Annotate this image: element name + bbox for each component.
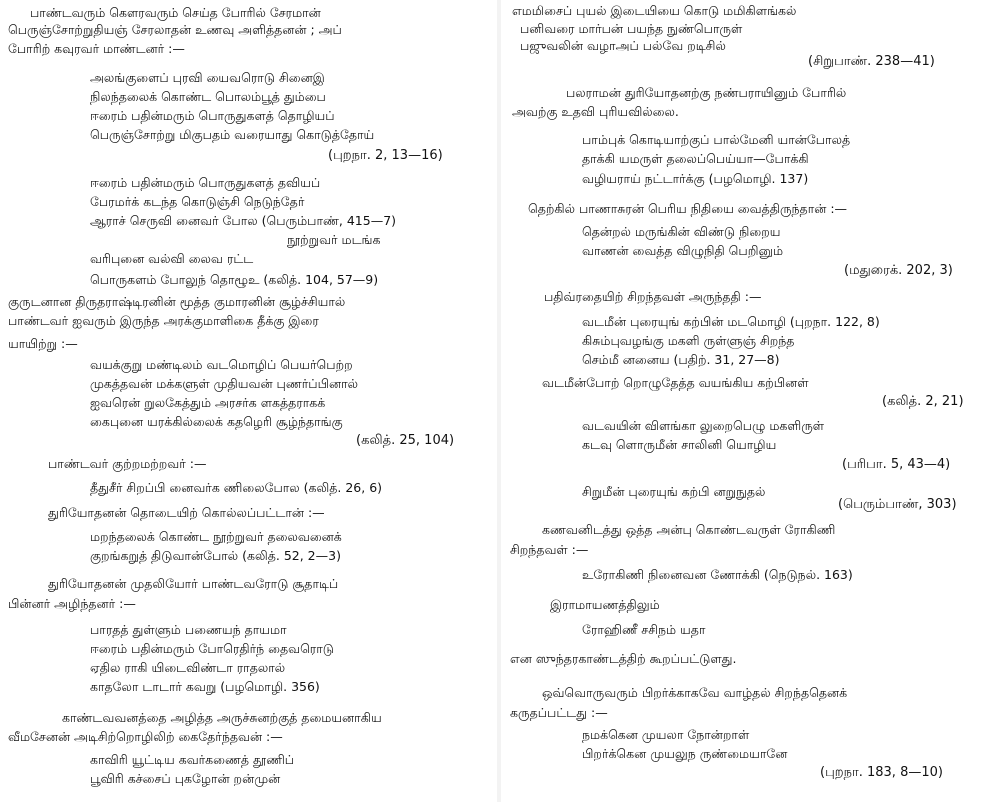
left-column <box>0 0 496 802</box>
text-line: பாரதத் துள்ளும் பணையந் தாயமா <box>90 622 287 637</box>
text-line: தாக்கி யமருள் தலைப்பெய்யா—போக்கி <box>582 151 809 166</box>
citation-line: (பரிபா. 5, 43—4) <box>842 457 951 472</box>
text-line: நூற்றுவர் மடங்க <box>287 232 381 247</box>
text-line: சிறுமீன் புரையுங் கற்பி னறுநுதல் <box>582 484 766 499</box>
text-line: முகத்தவன் மக்களுள் முதியவன் புணர்ப்பினால் <box>90 376 359 391</box>
text-line: ரோஹிணீ சசிநம் யதா <box>582 622 706 637</box>
text-line: ஐவரென் றுலகேத்தும் அரசர்க ளகத்தராகக் <box>90 395 326 410</box>
citation-line: (பெரும்பாண், 303) <box>838 497 957 512</box>
text-line: ஒவ்வொருவரும் பிறர்க்காகவே வாழ்தல் சிறந்ததெனக் <box>542 685 848 700</box>
text-line: காதலோ டாடார் கவறு (பழமொழி. 356) <box>90 679 320 694</box>
text-line: பதிவ்ரதையிற் சிறந்தவள் அருந்ததி :— <box>544 289 762 304</box>
text-line: போரிற் கவுரவர் மாண்டனர் :— <box>8 41 185 56</box>
text-line: அலங்குளைப் புரவி யைவரொடு சினைஇ <box>90 70 325 85</box>
text-line: கிசும்புவழங்கு மகளி ருள்ளுஞ் சிறந்த <box>582 333 795 348</box>
text-line: எமமிசைப் புயல் இடையியை கொடு மமிகிளங்கல் <box>512 3 797 18</box>
citation-line: (மதுரைக். 202, 3) <box>844 263 953 278</box>
text-line: தெற்கில் பாணாசுரன் பெரிய நிதியை வைத்திருந்தான் :— <box>528 201 848 216</box>
text-line: துரியோதனன் முதலியோர் பாண்டவரோடு சூதாடிப் <box>48 576 339 591</box>
text-line: ஏதில ராகி யிடைவிண்டா ராதலால் <box>90 660 286 675</box>
text-line: குறங்கறுத் திடுவான்போல் (கலித். 52, 2—3) <box>90 548 341 563</box>
text-line: வீமசேனன் அடிசிற்றொழிலிற் கைதேர்ந்தவன் :— <box>8 729 283 744</box>
text-line: கணவனிடத்து ஒத்த அன்பு கொண்டவருள் ரோகிணி <box>542 522 836 537</box>
citation-line: (கலித். 2, 21) <box>882 394 964 409</box>
text-line: நிலந்தலைக் கொண்ட பொலம்பூத் தும்பை <box>90 89 326 104</box>
text-line: செம்மீ னனைய (பதிற். 31, 27—8) <box>582 352 780 367</box>
text-line: நமக்கென முயலா நோன்றாள் <box>582 727 750 742</box>
text-line: காவிரி யூட்டிய கவர்கணைத் தூணிப் <box>90 752 295 767</box>
text-line: கருதப்பட்டது :— <box>510 705 608 720</box>
text-line: குருடனான திருதராஷ்டிரனின் மூத்த குமாரனின் சூழ்ச்சியால் <box>8 294 346 309</box>
text-line: இராமாயணத்திலும் <box>550 597 660 612</box>
text-line: காண்டவவனத்தை அழித்த அருச்சுனற்குத் தமையனாகிய <box>62 710 382 725</box>
right-column <box>502 0 1006 802</box>
text-line: பெருஞ்சோற்று மிகுபதம் வரையாது கொடுத்தோய் <box>90 127 375 142</box>
text-line: பஜுவலின் வழாஅப் பல்வே றடிசில் <box>520 38 726 53</box>
column-gutter <box>497 0 501 802</box>
text-line: யாயிற்று :— <box>8 336 78 351</box>
text-line: வாணன் வைத்த விழுநிதி பெறினும் <box>582 243 784 258</box>
text-line: கைபுனை யரக்கில்லைக் கதழெரி சூழ்ந்தாங்கு <box>90 414 343 429</box>
text-line: வடவயின் விளங்கா லுறைபெழு மகளிருள் <box>582 418 825 433</box>
text-line: என ஸுந்தரகாண்டத்திற் கூறப்பட்டுளது. <box>510 651 737 666</box>
text-line: பின்னர் அழிந்தனர் :— <box>8 596 136 611</box>
text-line: பேரமர்க் கடந்த கொடுஞ்சி நெடுந்தேர் <box>90 194 305 209</box>
text-line: ஈரைம் பதின்மரும் பொருதுகளத் தொழியப் <box>90 108 335 123</box>
text-line: பொருகளம் போலுந் தொழூஉ (கலித். 104, 57—9) <box>90 272 379 287</box>
text-line: பூவிரி கச்சைப் புகழோன் றன்முன் <box>90 771 281 786</box>
text-line: பிறர்க்கென முயலுந ருண்மையானே <box>582 746 788 761</box>
citation-line: (புறநா. 2, 13—16) <box>328 148 443 163</box>
text-line: வடமீன்போற் றொழுதேத்த வயங்கிய கற்பினள் <box>542 375 809 390</box>
text-line: அவற்கு உதவி புரியவில்லை. <box>512 104 679 119</box>
citation-line: (புறநா. 183, 8—10) <box>820 765 943 780</box>
text-line: சிறந்தவள் :— <box>510 542 589 557</box>
text-line: மறந்தலைக் கொண்ட நூற்றுவர் தலைவனைக் <box>90 529 342 544</box>
text-line: தீதுசீர் சிறப்பி னைவர்க ணிலைபோல (கலித். 26, 6) <box>90 480 383 495</box>
text-line: பாண்டவரும் கௌரவரும் செய்த போரில் சேரமான் <box>30 5 321 20</box>
text-line: பாம்புக் கொடியாற்குப் பால்மேனி யான்போலத் <box>582 132 851 147</box>
text-line: வரிபுனை வல்வி லைவ ரட்ட <box>90 251 254 266</box>
text-line: வடமீன் புரையுங் கற்பின் மடமொழி (புறநா. 122, 8) <box>582 314 880 329</box>
text-line: கடவு ளொருமீன் சாலினி யொழிய <box>582 437 777 452</box>
citation-line: (கலித். 25, 104) <box>356 433 455 448</box>
text-line: ஈரைம் பதின்மரும் பொருதுகளத் தவியப் <box>90 175 321 190</box>
text-line: ஆராச் செருவி னைவர் போல (பெரும்பாண், 415—7) <box>90 213 397 228</box>
text-line: பெருஞ்சோற்றுதியஞ் சேரலாதன் உணவு அளித்தனன் ; அப் <box>8 22 342 37</box>
text-line: உரோகிணி நினைவன ணோக்கி (நெடுநல். 163) <box>582 567 853 582</box>
text-line: துரியோதனன் தொடையிற் கொல்லப்பட்டான் :— <box>48 505 325 520</box>
text-line: பனிவரை மார்பன் பயந்த நுண்பொருள் <box>520 21 743 36</box>
text-line: பாண்டவர் குற்றமற்றவர் :— <box>48 456 207 471</box>
text-line: பலராமன் துரியோதனற்கு நண்பராயினும் போரில் <box>566 85 847 100</box>
text-line: தென்றல் மருங்கின் விண்டு நிறைய <box>582 224 781 239</box>
text-line: ஈரைம் பதின்மரும் போரெதிர்ந் தைவரொடு <box>90 641 334 656</box>
citation-line: (சிறுபாண். 238—41) <box>808 54 935 69</box>
text-line: வழியராய் நட்டார்க்கு (பழமொழி. 137) <box>582 171 809 186</box>
text-line: பாண்டவர் ஐவரும் இருந்த அரக்குமாளிகை தீக்கு இரை <box>8 313 319 328</box>
text-line: வயக்குறு மண்டிலம் வடமொழிப் பெயர்பெற்ற <box>90 357 353 372</box>
